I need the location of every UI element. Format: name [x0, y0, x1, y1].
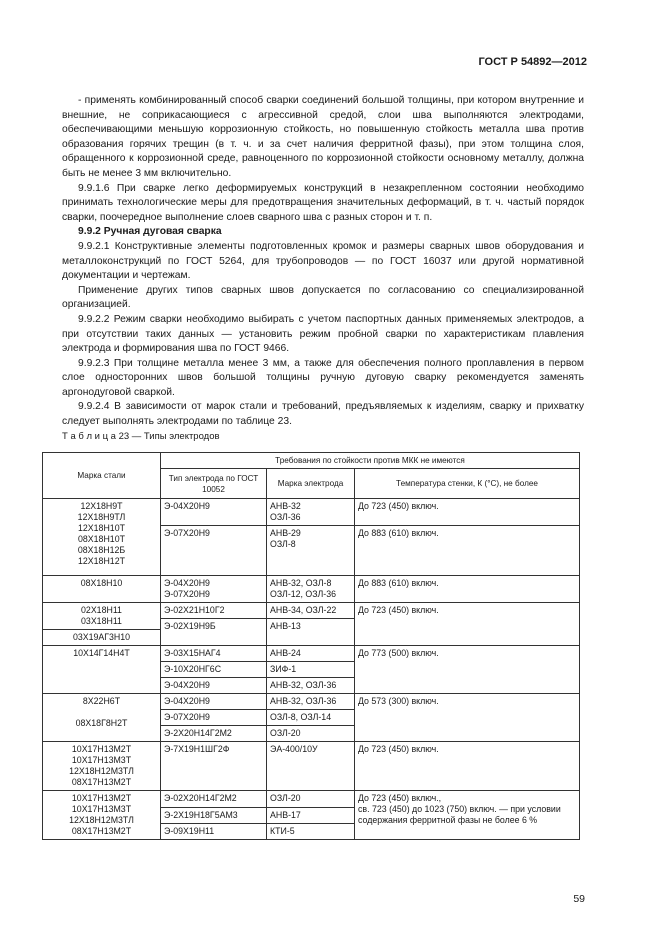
electrode-type-cell: Э-04Х20Н9: [161, 694, 267, 710]
electrode-type-cell: Э-2Х19Н18Г5АМ3: [161, 807, 267, 823]
electrode-type-cell: Э-7Х19Н1ШГ2Ф: [161, 742, 267, 791]
electrode-brand-cell: АНВ-17: [267, 807, 355, 823]
temperature-cell: До 883 (610) включ.: [355, 576, 580, 603]
table-row: [43, 646, 580, 662]
electrode-brand-cell: ОЗЛ-20: [267, 791, 355, 807]
steel-grade-cell: 8Х22Н6Т 08Х18Г8Н2Т: [43, 694, 161, 742]
steel-grade-cell: 02Х18Н11 03Х18Н11: [43, 603, 161, 630]
electrode-type-cell: Э-02Х19Н9Б: [161, 619, 267, 646]
electrode-type-cell: Э-07Х20Н9: [161, 710, 267, 726]
temperature-cell: До 883 (610) включ.: [355, 526, 580, 576]
electrode-brand-cell: ОЗЛ-20: [267, 726, 355, 742]
paragraph: 9.9.2.2 Режим сварки необходимо выбирать с учетом паспортных данных применяемых электродов, а при отсутствии таких данных — установить режим пробной сварки по характеристикам плавления электрода и формирования шва по ГОСТ 9466.: [62, 313, 584, 355]
electrode-type-cell: Э-04Х20Н9: [161, 499, 267, 526]
electrode-brand-cell: АНВ-32, ОЗЛ-36: [267, 694, 355, 710]
electrode-type-cell: Э-02Х21Н10Г2: [161, 603, 267, 619]
page-number: 59: [573, 893, 585, 905]
paragraph: Применение других типов сварных швов допускается по согласованию со специализированной организацией.: [62, 284, 584, 311]
electrode-type-cell: Э-07Х20Н9: [161, 526, 267, 576]
electrode-brand-cell: ЭА-400/10У: [267, 742, 355, 791]
paragraph: 9.9.2.4 В зависимости от марок стали и требований, предъявляемых к изделиям, сварку и прихватку следует выполнять электродами по таблице 23.: [62, 401, 584, 428]
electrode-brand-cell: АНВ-32, ОЗЛ-36: [267, 678, 355, 694]
electrode-brand-cell: ЗИФ-1: [267, 662, 355, 678]
electrode-type-cell: Э-04Х20Н9 Э-07Х20Н9: [161, 576, 267, 603]
steel-grade-cell: 08Х18Н10: [43, 576, 161, 603]
table-row: [43, 603, 580, 619]
temperature-cell: До 723 (450) включ.: [355, 499, 580, 526]
steel-grade-cell: 10Х14Г14Н4Т: [43, 646, 161, 694]
header-requirements: Требования по стойкости против МКК не имеются: [161, 453, 580, 469]
header-wall-temperature: Температура стенки, К (°С), не более: [355, 469, 580, 499]
paragraph: 9.9.2.3 При толщине металла менее 3 мм, а также для обеспечения полного проплавления в первом слое односторонних швов большой толщины ручную дуговую сварку рекомендуется заменять аргонодуговой сваркой.: [62, 357, 584, 398]
steel-grade-cell: 03Х19АГ3Н10: [43, 630, 161, 646]
paragraph: 9.9.1.6 При сварке легко деформируемых конструкций в незакрепленном состоянии необходимо принимать технологические меры для предотвращения значительных деформаций, в т. ч. частый порядок сварки, поочередное выполнение слоев сварного шва с разных сторон и т. п.: [62, 182, 584, 223]
header-steel-grade: Марка стали: [43, 453, 161, 499]
temperature-cell: До 773 (500) включ.: [355, 646, 580, 694]
table-row: [43, 576, 580, 603]
electrode-type-cell: Э-04Х20Н9: [161, 678, 267, 694]
table-row: [43, 694, 580, 710]
electrode-type-cell: Э-09Х19Н11: [161, 823, 267, 839]
paragraph: - применять комбинированный способ сварки соединений большой толщины, при котором внутренние и внешние, не соприкасающиеся с агрессивной средой, слои шва выполняются электродами, обеспечивающими меньшую коррозионную стойкость, но повышенную стойкость металла шва против образования горячих трещин (в т. ч. и за счет наличия ферритной фазы), при этом толщина слоя, обращенного к коррозионной среде, равноценного по коррозионной стойкости основному металлу, должна быть не менее 3 мм включительно.: [62, 95, 584, 179]
electrode-brand-cell: АНВ-13: [267, 619, 355, 646]
electrode-brand-cell: АНВ-32, ОЗЛ-8 ОЗЛ-12, ОЗЛ-36: [267, 576, 355, 603]
electrode-type-cell: Э-2Х20Н14Г2М2: [161, 726, 267, 742]
electrode-brand-cell: ОЗЛ-8, ОЗЛ-14: [267, 710, 355, 726]
electrode-brand-cell: АНВ-34, ОЗЛ-22: [267, 603, 355, 619]
table-row: [43, 742, 580, 791]
table-title: Т а б л и ц а 23 — Типы электродов: [62, 430, 220, 442]
temperature-cell: До 723 (450) включ.: [355, 742, 580, 791]
steel-grade-cell: 10Х17Н13М2Т 10Х17Н13М3Т 12Х18Н12М3ТЛ 08Х17Н13М2Т: [43, 742, 161, 791]
paragraph: 9.9.2.1 Конструктивные элементы подготовленных кромок и размеры сварных швов оборудования и металлоконструкций по ГОСТ 5264, для трубопроводов — по ГОСТ 16037 или другой нормативной документации и чертежам.: [62, 240, 584, 282]
table-row: [43, 791, 580, 807]
electrode-table: [42, 452, 580, 840]
electrode-brand-cell: АНВ-29 ОЗЛ-8: [267, 526, 355, 576]
electrode-brand-cell: АНВ-32 ОЗЛ-36: [267, 499, 355, 526]
electrode-brand-cell: КТИ-5: [267, 823, 355, 839]
steel-grade-cell: 10Х17Н13М2Т 10Х17Н13М3Т 12Х18Н12М3ТЛ 08Х17Н13М2Т: [43, 791, 161, 840]
electrode-type-cell: Э-10Х20НГ6С: [161, 662, 267, 678]
temperature-cell: До 723 (450) включ., св. 723 (450) до 1023 (750) включ. — при условии содержания ферритной фазы не более 6 %: [355, 791, 580, 840]
page-content: [62, 94, 584, 840]
electrode-brand-cell: АНВ-24: [267, 646, 355, 662]
electrode-type-cell: Э-03Х15НАГ4: [161, 646, 267, 662]
header-electrode-brand: Марка электрода: [267, 469, 355, 499]
electrode-type-cell: Э-02Х20Н14Г2М2: [161, 791, 267, 807]
document-id: ГОСТ Р 54892—2012: [478, 56, 587, 68]
header-electrode-type: Тип электрода по ГОСТ 10052: [161, 469, 267, 499]
table-row: [43, 499, 580, 526]
temperature-cell: До 723 (450) включ.: [355, 603, 580, 646]
temperature-cell: До 573 (300) включ.: [355, 694, 580, 742]
steel-grade-cell: 12Х18Н9Т 12Х18Н9ТЛ 12Х18Н10Т 08Х18Н10Т 08Х18Н12Б 12Х18Н12Т: [43, 499, 161, 576]
section-heading: 9.9.2 Ручная дуговая сварка: [78, 226, 222, 238]
